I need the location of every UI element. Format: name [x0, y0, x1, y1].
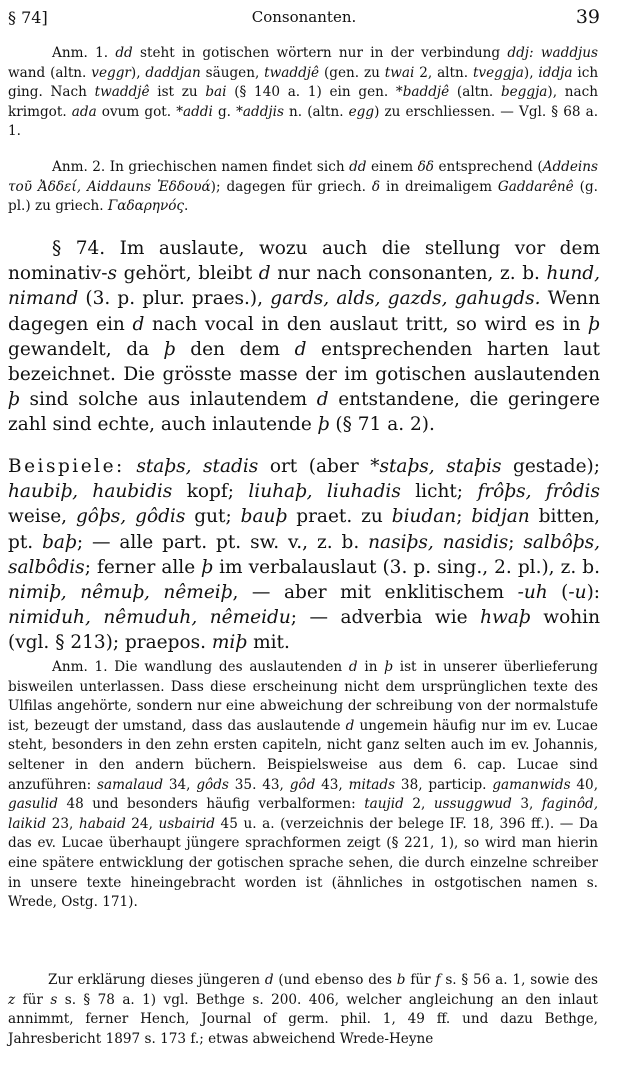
text-run: ); dagegen für griech.	[210, 178, 366, 195]
italic-term: gamanwids	[492, 776, 571, 793]
running-header	[8, 6, 600, 30]
text-run: kopf;	[186, 481, 234, 503]
text-run: 3,	[520, 796, 534, 813]
text-run: den dem	[190, 338, 280, 360]
text-run: g.	[217, 103, 231, 120]
italic-term: δ	[371, 178, 381, 195]
italic-term: ddj:	[507, 45, 534, 61]
text-run: 40,	[576, 776, 599, 793]
italic-term: gôds	[196, 776, 229, 793]
italic-term: waddjus	[540, 45, 598, 61]
text-run: einem	[371, 159, 414, 175]
text-run: in dreimaligem	[386, 178, 492, 195]
text-run: ist in unserer überlieferung bisweilen unterlassen. Dass diese erscheinung nicht dem ursprünglichen texte des Ulfilas angehörte, sondern nur eine abweichung der schreibung von der normalstufe ist, bezeugt der umstand, dass das auslautende	[8, 659, 598, 734]
text-run: ), nach krimgot.	[8, 84, 598, 120]
italic-term: d	[258, 263, 271, 285]
text-run: ),	[130, 64, 141, 81]
text-run: ich ging. Nach	[8, 64, 599, 101]
italic-term: δδ	[417, 159, 434, 175]
text-run: ):	[586, 582, 601, 604]
italic-term: d	[132, 313, 145, 335]
italic-term: bauþ	[240, 506, 288, 528]
italic-term: d	[264, 972, 274, 988]
italic-term: bidjan	[471, 506, 530, 528]
text-run: 2,	[412, 796, 426, 813]
italic-term: *baddjê	[395, 84, 450, 101]
section-number: § 74.	[52, 238, 106, 259]
text-run: für	[22, 991, 43, 1008]
italic-term: gôd	[289, 776, 316, 793]
italic-term: -uh	[517, 582, 548, 604]
italic-term: twai	[384, 64, 415, 81]
text-run: (altn.	[456, 84, 494, 101]
text-run: (gen. zu	[323, 64, 380, 81]
italic-term: þ	[317, 414, 330, 436]
italic-term: gards, alds, gazds, gahugds.	[270, 288, 541, 310]
annotation-1-top	[8, 44, 598, 142]
text-run: gehört, bleibt	[123, 263, 253, 285]
italic-term: hwaþ	[480, 607, 531, 629]
italic-term: biudan	[391, 506, 457, 528]
text-run: Zur erklärung dieses jüngeren	[48, 972, 260, 988]
text-run: (und ebenso des	[278, 972, 392, 988]
text-run: s. § 78 a. 1) vgl. Bethge s. 200. 406, welcher angleichung an den inlaut annimmt, ferner Hench, Journal of germ. phil. 1, 49 ff. und dazu Bethge, Jahresbericht 1897 s. 173 f.; etwas abweichend Wrede-Heyne	[8, 991, 599, 1047]
text-run: ungemein häufig nur im ev. Lucae steht, besonders in den zehn ersten capiteln, nicht ganz selten auch im ev. Johannis, seltener in den andern büchern. Beispielsweise aus dem 6. cap. Lucae sind anzuführen:	[8, 717, 598, 793]
text-run: (	[561, 582, 569, 604]
italic-term: nimiþ, nêmuþ, nêmeiþ	[8, 582, 233, 604]
italic-term: þ	[163, 338, 176, 360]
header-title: Consonanten.	[251, 8, 357, 26]
italic-term: dd	[349, 159, 367, 175]
text-run: wohin (vgl. § 213); praepos.	[8, 607, 601, 654]
italic-term: egg	[348, 103, 375, 120]
text-run: 45 u. a. (verzeichnis der belege IF. 18, 396 ff.). — Da das ev. Lucae überhaupt jüngere sprachformen zeigt (§ 221, 1), so wird man hierin eine spätere entwicklung der gotischen sprache sehen, die durch einzelne schreiber in unsere texte hineingebracht worden ist (ähnliches in ostgotischen namen s. Wrede, Ostg. 171).	[8, 815, 598, 911]
text-run: ;	[456, 506, 463, 528]
italic-term: s	[50, 991, 58, 1008]
italic-term: hund, nimand	[8, 263, 600, 310]
annotation-2-top	[8, 158, 598, 217]
italic-term: twaddjê	[264, 64, 320, 81]
text-run: 48 und besonders häufig verbalformen:	[66, 796, 356, 813]
italic-term: *staþs, staþis	[370, 456, 502, 477]
italic-term: d	[294, 338, 307, 360]
examples-paragraph	[8, 454, 600, 656]
text-run: ;	[76, 531, 84, 553]
italic-term: Gaddarênê	[497, 178, 574, 195]
italic-term: bai	[205, 84, 227, 101]
italic-term: usbairid	[158, 815, 215, 832]
text-run: entsprechenden harten laut bezeichnet. Die grösste masse der im gotischen auslautenden	[8, 338, 600, 386]
italic-term: *addi	[176, 103, 213, 120]
page-number: 39	[575, 6, 600, 28]
text-run: (g. pl.) zu griech.	[8, 178, 598, 215]
italic-term: dd	[115, 45, 133, 61]
text-run: in	[364, 659, 378, 675]
text-run: 43,	[321, 776, 343, 793]
italic-term: s	[107, 263, 118, 285]
italic-term: f	[435, 972, 441, 988]
text-run: nach vocal in den auslaut tritt, so wird es in	[151, 313, 581, 335]
italic-term: *addjis	[236, 103, 284, 120]
examples-label: Beispiele:	[8, 456, 125, 477]
italic-term: twaddjê	[94, 84, 150, 101]
annotation-label: Anm. 1.	[52, 45, 109, 61]
text-run: 24,	[131, 815, 153, 832]
italic-term: þ	[8, 389, 20, 411]
italic-term: ussuggwud	[433, 796, 512, 813]
italic-term: salbôþs, salbôdis	[8, 531, 601, 578]
text-run: ),	[523, 64, 534, 81]
annotation-label: Anm. 1.	[52, 659, 108, 675]
explanation-paragraph	[8, 971, 598, 1049]
text-run: 34,	[168, 776, 191, 793]
text-run: gewandelt, da	[8, 338, 150, 360]
italic-term: tveggja	[472, 64, 524, 81]
italic-term: gasulid	[8, 796, 58, 813]
italic-term: d	[348, 659, 358, 675]
italic-term: Γαδαρηνός	[107, 198, 185, 215]
italic-term: b	[396, 972, 406, 988]
text-run: für	[410, 972, 431, 988]
annotation-1-bottom	[8, 658, 598, 913]
text-run: praet. zu	[296, 506, 383, 528]
text-run: altn.	[437, 64, 469, 81]
text-run: licht;	[415, 481, 464, 503]
text-run: mit.	[253, 632, 290, 654]
text-run: ; ferner alle	[84, 556, 196, 578]
text-run: entstandene, die geringere zahl sind echte, auch inlautende	[8, 389, 600, 436]
text-run: gen.	[358, 84, 389, 101]
text-run: ovum got.	[101, 103, 172, 120]
text-run: n. (altn.	[289, 103, 344, 120]
italic-term: miþ	[211, 632, 248, 654]
italic-term: ada	[71, 103, 97, 120]
italic-term: d	[316, 389, 329, 411]
text-run: (§ 71 a. 2).	[335, 414, 435, 436]
text-run: 35. 43,	[234, 776, 284, 793]
italic-term: þ	[588, 313, 600, 335]
text-run: sind solche aus inlautendem	[29, 389, 308, 411]
italic-term: samalaud	[97, 776, 164, 793]
text-run: Die wandlung des auslautenden	[114, 659, 343, 675]
annotation-label: Anm. 2.	[52, 159, 106, 175]
text-run: ist zu	[157, 84, 198, 101]
italic-term: mitads	[348, 776, 396, 793]
italic-term: nasiþs, nasidis	[368, 531, 509, 553]
italic-term: faginôd, laikid	[8, 796, 599, 832]
italic-term: gôþs, gôdis	[75, 506, 186, 528]
italic-term: iddja	[538, 64, 573, 81]
italic-term: þ	[384, 659, 393, 675]
italic-term: staþs, stadis	[136, 456, 259, 477]
italic-term: habaid	[78, 815, 126, 832]
italic-term: haubiþ, haubidis	[8, 481, 173, 503]
text-run: bitten, pt.	[8, 506, 600, 553]
section-74-paragraph	[8, 236, 600, 438]
text-run: im verbalauslaut (3. p. sing., 2. pl.), z. b.	[219, 556, 601, 578]
text-run: 23,	[51, 815, 74, 832]
text-run: s. § 56 a. 1, sowie des	[445, 972, 598, 988]
italic-term: z	[8, 991, 16, 1008]
text-run: ort (aber	[269, 456, 359, 477]
text-run: .	[184, 198, 189, 215]
italic-term: Addeins τοῦ Ἀδδεί, Aiddauns Ἐδδουά	[8, 159, 598, 195]
italic-term: -u	[568, 582, 587, 604]
text-run: In griechischen namen findet sich	[109, 159, 345, 175]
text-run: , — aber mit enklitischem	[232, 582, 505, 604]
italic-term: veggr	[91, 64, 131, 81]
text-run: wand (altn.	[8, 64, 87, 81]
italic-term: daddjan	[145, 64, 201, 81]
text-run: (3. p. plur. praes.),	[85, 288, 264, 310]
italic-term: d	[345, 717, 355, 734]
text-run: Im auslaute, wozu auch die stellung vor dem nominativ-	[8, 238, 600, 285]
text-run: weise,	[8, 506, 68, 528]
italic-term: beggja	[500, 84, 548, 101]
italic-term: nimiduh, nêmuduh, nêmeidu	[8, 607, 291, 629]
text-run: gestade);	[513, 456, 600, 477]
text-run: nur nach consonanten, z. b.	[277, 263, 540, 285]
text-run: entsprechend (	[438, 159, 543, 175]
text-run: 38, particip.	[400, 776, 487, 793]
text-run: steht in gotischen wörtern nur in der verbindung	[140, 45, 501, 61]
italic-term: liuhaþ, liuhadis	[248, 481, 401, 503]
text-run: ; — adverbia wie	[290, 607, 468, 629]
text-run: säugen,	[205, 64, 260, 81]
header-section-ref: § 74]	[8, 8, 48, 27]
text-run: — alle part. pt. sw. v., z. b.	[91, 531, 360, 553]
italic-term: þ	[201, 556, 214, 578]
text-run: ;	[508, 531, 515, 553]
italic-term: taujid	[364, 796, 404, 813]
text-run: (§ 140 a. 1) ein	[234, 84, 351, 101]
italic-term: baþ	[42, 531, 77, 553]
text-run: Wenn dagegen ein	[8, 288, 601, 335]
text-run: 2,	[419, 64, 433, 81]
text-run: gut;	[194, 506, 232, 528]
text-run: ) zu erschliessen. — Vgl. § 68 a. 1.	[8, 103, 599, 140]
italic-term: frôþs, frôdis	[477, 481, 600, 503]
